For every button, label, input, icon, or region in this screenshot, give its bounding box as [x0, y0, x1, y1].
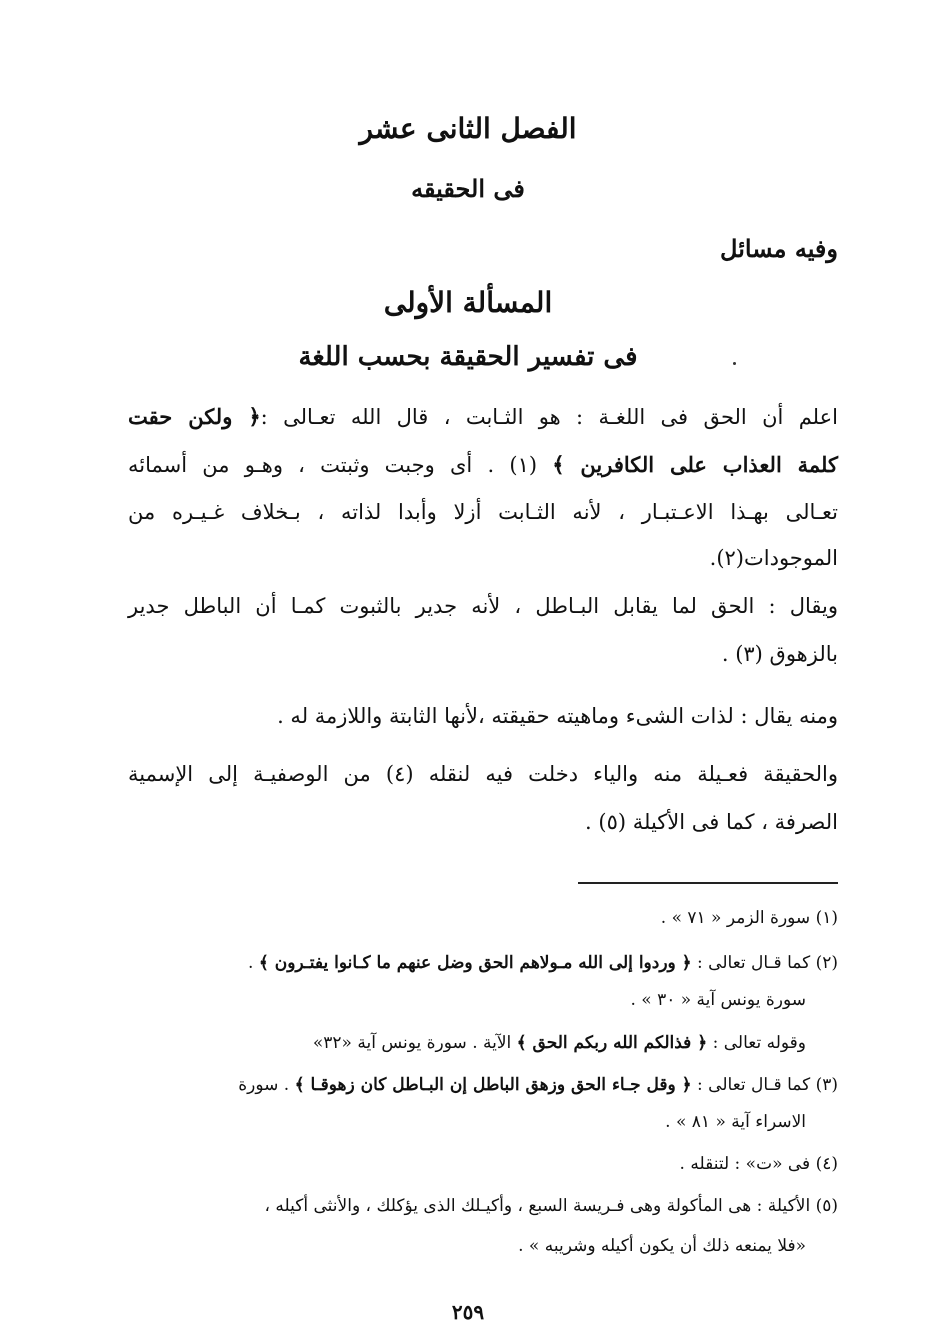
body-text: والحقيقة فعـيلة منه والياء دخلت فيه لنقله (٤) من الوصفيـة إلى الإسمية [128, 762, 839, 786]
body-text: تعـالى بهـذا الاعـتبـار ، لأنه الثـابت أزلا وأبدا لذاته ، بـخلاف غـيـره من [128, 500, 838, 524]
footnote-line [128, 908, 838, 928]
body-line [128, 500, 838, 524]
intro-heading: وفيه مسائل [720, 234, 838, 263]
quran-quote: ﴿ وقل جـاء الحق وزهق الباطل إن البـاطل كان زهوقـا ﴾ [294, 1075, 692, 1095]
footnote-text: الآية . سورة يونس آية «٣٢» [312, 1033, 517, 1053]
footnote-text: سورة يونس آية « ٣٠ » . [630, 990, 806, 1010]
body-text: الموجودات(٢). [709, 546, 838, 570]
quran-quote: ﴿ فذالكم الله ربكم الحق ﴾ [516, 1033, 708, 1053]
body-text: اعلم أن الحق فى اللغـة : هو الثـابت ، قال الله تعـالى : [260, 405, 838, 429]
page-number: ٢٥٩ [451, 1300, 485, 1324]
body-line [128, 810, 838, 834]
chapter-title: الفصل الثانى عشر [359, 112, 577, 145]
body-line [128, 704, 838, 728]
footnote-text: (١) سورة الزمر « ٧١ » . [660, 908, 838, 928]
section-subtitle: فى تفسير الحقيقة بحسب اللغة [298, 342, 638, 372]
body-line [128, 452, 838, 477]
footnote-text: (٤) فى «ت» : لتنقله . [679, 1154, 838, 1174]
footnote-text: . [248, 953, 259, 973]
quran-quote: كلمة العذاب على الكافرين ﴾ [552, 452, 838, 477]
footnote-line [128, 1196, 838, 1216]
footnote-line [128, 1154, 838, 1174]
footnote-line [128, 1074, 838, 1095]
body-line [128, 546, 838, 570]
footnote-text: وقوله تعالى : [707, 1033, 806, 1053]
chapter-subtitle: فى الحقيقه [411, 174, 525, 203]
footnote-text: (٣) كما قـال تعالى : [691, 1075, 838, 1095]
body-line [128, 404, 838, 429]
body-text: ويقال : الحق لما يقابل البـاطل ، لأنه جدير بالثبوت كمـا أن الباطل جدير [128, 594, 838, 618]
body-text: (١) . أى وجبت وثبتت ، وهـو من أسمائه [128, 453, 553, 477]
body-line [128, 762, 838, 786]
footnote-divider [578, 882, 838, 884]
footnote-line [96, 990, 806, 1010]
quran-quote: ﴿ وردوا إلى الله مـولاهم الحق وضل عنهم ما كـانوا يفتـرون ﴾ [258, 953, 692, 973]
stray-dot [733, 362, 736, 365]
body-line [128, 594, 838, 618]
body-text: الصرفة ، كما فى الأكيلة (٥) . [585, 810, 838, 834]
footnote-text: (٥) الأكيلة : هى المأكولة وهى فـريسة السبع ، وأكيـلك الذى يؤكلك ، والأنثى أكيله ، [264, 1196, 838, 1216]
footnote-line [96, 1236, 806, 1256]
footnote-line [128, 952, 838, 973]
footnote-text: «فلا يمنعه ذلك أن يكون أكيله وشريبه » . [518, 1236, 806, 1256]
footnote-text: (٢) كما قـال تعالى : [691, 953, 838, 973]
footnote-text: الاسراء آية « ٨١ » . [665, 1112, 806, 1132]
quran-quote: ﴿ ولكن حقت [128, 404, 261, 429]
body-text: بالزهوق (٣) . [721, 642, 838, 666]
footnote-text: . سورة [238, 1075, 295, 1095]
footnote-line [96, 1032, 806, 1053]
body-text: ومنه يقال : لذات الشىء وماهيته حقيقته ،لأنها الثابتة واللازمة له . [277, 704, 838, 728]
section-title: المسألة الأولى [383, 286, 553, 319]
body-line [128, 642, 838, 666]
footnote-line [96, 1112, 806, 1132]
